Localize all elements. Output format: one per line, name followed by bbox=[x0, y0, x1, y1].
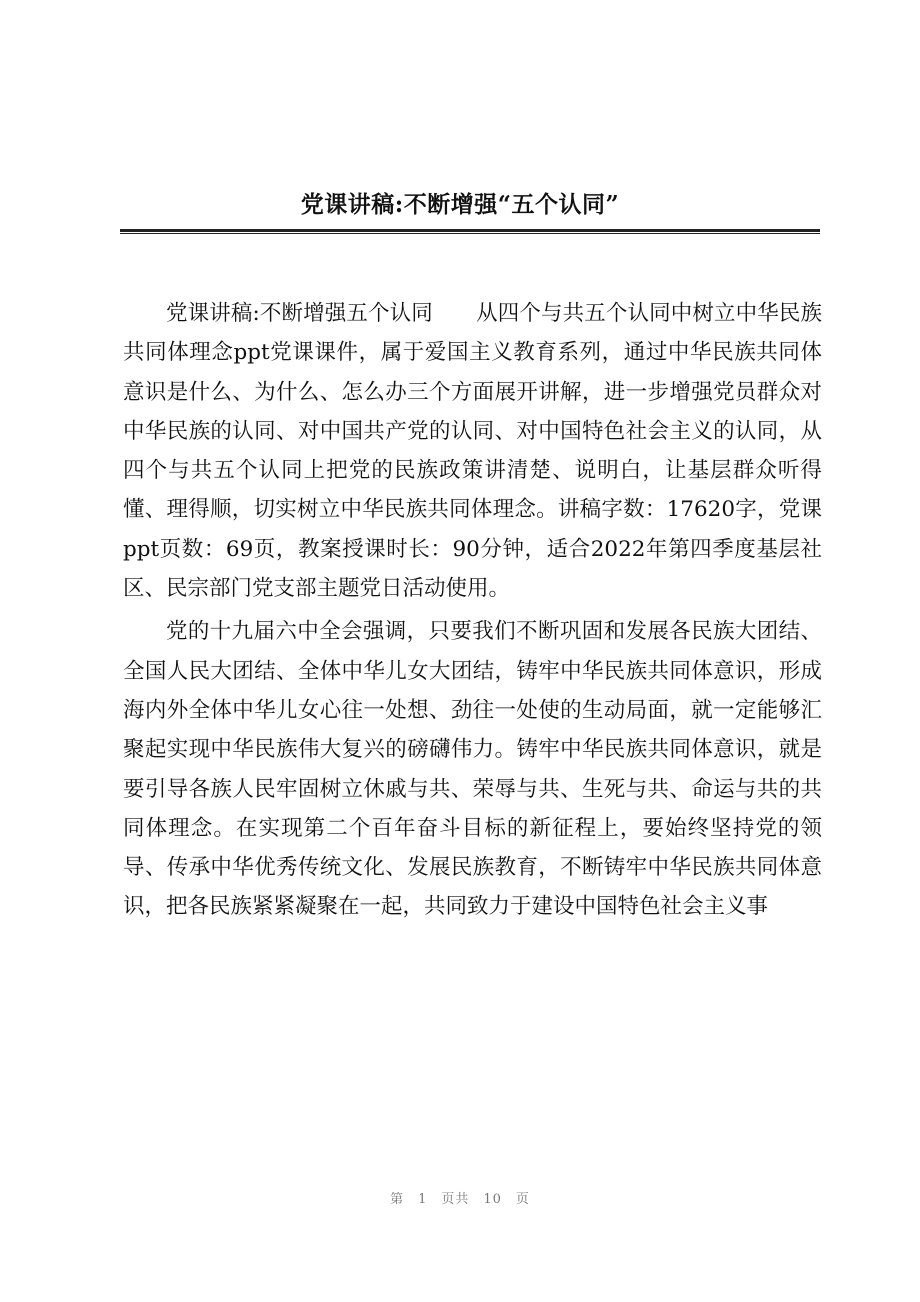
document-body bbox=[123, 294, 822, 931]
title-double-rule bbox=[120, 229, 820, 234]
paragraph-2: 党的十九届六中全会强调，只要我们不断巩固和发展各民族大团结、全国人民大团结、全体中华儿女大团结，铸牢中华民族共同体意识，形成海内外全体中华儿女心往一处想、劲往一处使的生动局面，就一定能够汇聚起实现中华民族伟大复兴的磅礴伟力。铸牢中华民族共同体意识，就是要引导各族人民牢固树立休戚与共、荣辱与共、生死与共、命运与共的共同体理念。在实现第二个百年奋斗目标的新征程上，要始终坚持党的领导、传承中华优秀传统文化、发展民族教育，不断铸牢中华民族共同体意识，把各民族紧紧凝聚在一起，共同致力于建设中国特色社会主义事 bbox=[123, 619, 822, 920]
page-number-footer: 第 1 页共 10 页 bbox=[390, 1192, 530, 1207]
document-title: 党课讲稿:不断增强“五个认同” bbox=[300, 191, 620, 218]
paragraph-1: 党课讲稿:不断增强五个认同 从四个与共五个认同中树立中华民族共同体理念ppt党课课件，属于爱国主义教育系列，通过中华民族共同体意识是什么、为什么、怎么办三个方面展开讲解，进一步增强党员群众对中华民族的认同、对中国共产党的认同、对中国特色社会主义的认同，从四个与共五个认同上把党的民族政策讲清楚、说明白，让基层群众听得懂、理得顺，切实树立中华民族共同体理念。讲稿字数：17620字，党课ppt页数：69页，教案授课时长：90分钟，适合2022年第四季度基层社区、民宗部门党支部主题党日活动使用。 bbox=[123, 301, 822, 602]
